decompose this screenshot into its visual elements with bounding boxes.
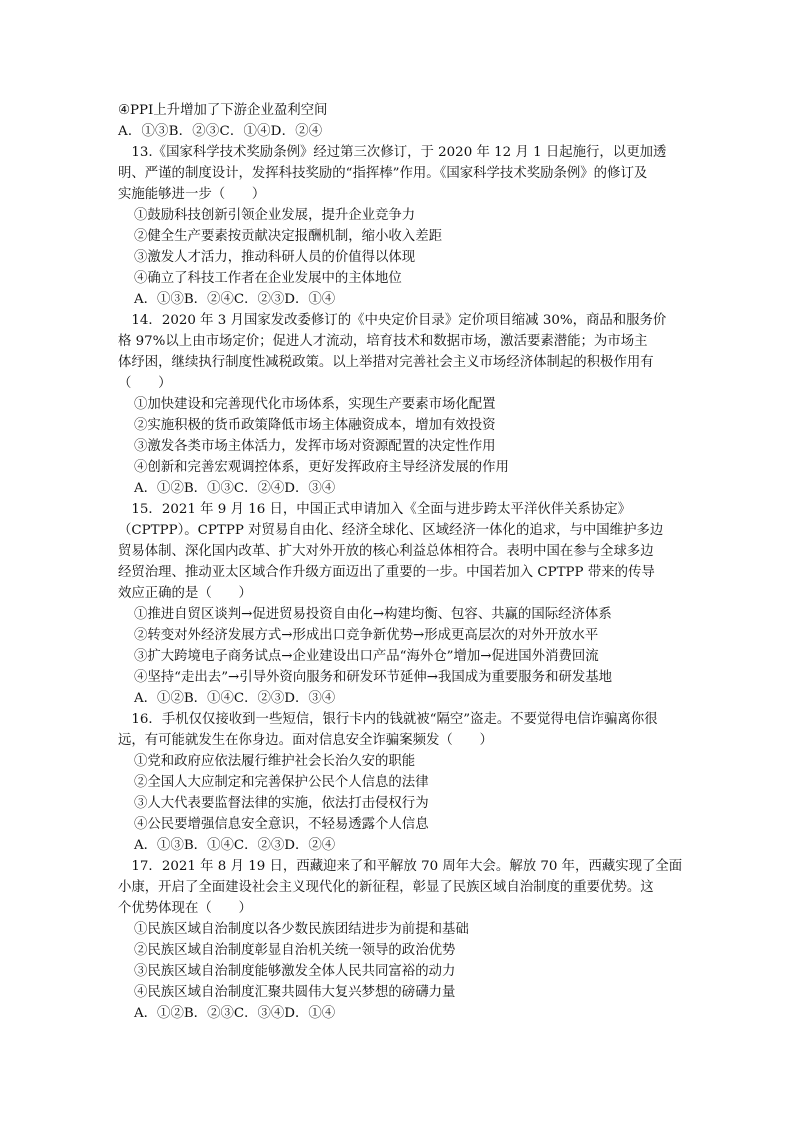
option-line: ③人大代表要监督法律的实施，依法打击侵权行为: [134, 796, 429, 811]
option-line: ③激发各类市场主体活力，发挥市场对资源配置的决定性作用: [134, 439, 496, 454]
option-line: ③民族区域自治制度能够激发全体人民共同富裕的动力: [134, 964, 456, 979]
answer-choices: A．①③B．②③C．①④D．②④: [118, 124, 323, 139]
option-line: ②转变对外经济发展方式→形成出口竞争新优势→形成更高层次的对外开放水平: [134, 628, 599, 643]
question-stem-line: 明、严谨的制度设计，发挥科技奖励的“指挥棒”作用。《国家科学技术奖励条例》的修订及: [118, 166, 648, 181]
answer-choices: A．①③B．①④C．②③D．②④: [134, 838, 336, 853]
question-stem-line: 13.《国家科学技术奖励条例》经过第三次修订，于 2020 年 12 月 1 日起施行，以更加透: [131, 145, 667, 160]
option-line: ①鼓励科技创新引领企业发展，提升企业竞争力: [134, 208, 416, 223]
answer-choices: A．①②B．①④C．②③D．③④: [134, 691, 336, 706]
question-stem-line: 经贸治理、推动亚太区域合作升级方面迈出了重要的一步。中国若加入 CPTPP 带来的传导: [118, 565, 655, 580]
question-stem-line: （ ）: [118, 376, 172, 391]
answer-choices: A．①②B．②③C．③④D．①④: [134, 1006, 336, 1021]
question-stem-line: 实施能够进一步（ ）: [118, 187, 266, 202]
question-stem-line: 个优势体现在（ ）: [118, 901, 252, 916]
option-line: ④创新和完善宏观调控体系，更好发挥政府主导经济发展的作用: [134, 460, 509, 475]
question-stem-line: 15．2021 年 9 月 16 日，中国正式申请加入《全面与进步跨太平洋伙伴关系协定》: [131, 502, 632, 517]
question-stem-line: 远，有可能就发生在你身边。面对信息安全诈骗案频发（ ）: [118, 733, 493, 748]
option-line: ①加快建设和完善现代化市场体系，实现生产要素市场化配置: [134, 397, 496, 412]
question-16: [118, 709, 678, 856]
question-stem-line: 16．手机仅仅接收到一些短信，银行卡内的钱就被“隔空”盗走。不要觉得电信诈骗离你很: [131, 712, 658, 727]
question-stem-line: 效应正确的是（ ）: [118, 586, 252, 601]
option-line: ③激发人才活力，推动科研人员的价值得以体现: [134, 250, 416, 265]
question-stem-line: 17．2021 年 8 月 19 日，西藏迎来了和平解放 70 周年大会。解放 70 年，西藏实现了全面: [131, 859, 683, 874]
question-stem-line: 贸易体制、深化国内改革、扩大对外开放的核心利益总体相符合。表明中国在参与全球多边: [118, 544, 654, 559]
question-14: [118, 310, 678, 499]
option-line: ③扩大跨境电子商务试点→企业建设出口产品“海外仓”增加→促进国外消费回流: [134, 649, 599, 664]
option-line: ④坚持“走出去”→引导外资向服务和研发环节延伸→我国成为重要服务和研发基地: [134, 670, 613, 685]
question-15: [118, 499, 678, 709]
option-line: ①民族区域自治制度以各少数民族团结进步为前提和基础: [134, 922, 469, 937]
question-13: [118, 142, 678, 310]
option-line: ①党和政府应依法履行维护社会长治久安的职能: [134, 754, 416, 769]
answer-choices: A．①②B．①③C．②④D．③④: [134, 481, 336, 496]
answer-choices: A．①③B．②④C．②③D．①④: [134, 292, 336, 307]
question-stem-line: 14．2020 年 3 月国家发改委修订的《中央定价目录》定价项目缩减 30%，商品和服务价: [131, 313, 667, 328]
question-fragment: [118, 100, 678, 142]
option-line: ④PPI上升增加了下游企业盈利空间: [118, 103, 328, 118]
option-line: ②全国人大应制定和完善保护公民个人信息的法律: [134, 775, 429, 790]
option-line: ④公民要增强信息安全意识，不轻易透露个人信息: [134, 817, 429, 832]
option-line: ④民族区域自治制度汇聚共圆伟大复兴梦想的磅礴力量: [134, 985, 456, 1000]
option-line: ②健全生产要素按贡献决定报酬机制，缩小收入差距: [134, 229, 442, 244]
question-17: [118, 856, 683, 1024]
question-stem-line: 体纾困，继续执行制度性减税政策。以上举措对完善社会主义市场经济体制起的积极作用有: [118, 355, 654, 370]
question-stem-line: 格 97%以上由市场定价；促进人才流动，培育技术和数据市场，激活要素潜能；为市场主: [118, 334, 648, 349]
question-stem-line: （CPTPP）。CPTPP 对贸易自由化、经济全球化、区域经济一体化的追求，与中国维护多边: [118, 523, 664, 538]
option-line: ②实施积极的货币政策降低市场主体融资成本，增加有效投资: [134, 418, 496, 433]
option-line: ②民族区域自治制度彰显自治机关统一领导的政治优势: [134, 943, 456, 958]
question-stem-line: 小康，开启了全面建设社会主义现代化的新征程，彰显了民族区域自治制度的重要优势。这: [118, 880, 654, 895]
option-line: ④确立了科技工作者在企业发展中的主体地位: [134, 271, 402, 286]
question-list: [118, 100, 683, 1024]
option-line: ①推进自贸区谈判→促进贸易投资自由化→构建均衡、包容、共赢的国际经济体系: [134, 607, 612, 622]
